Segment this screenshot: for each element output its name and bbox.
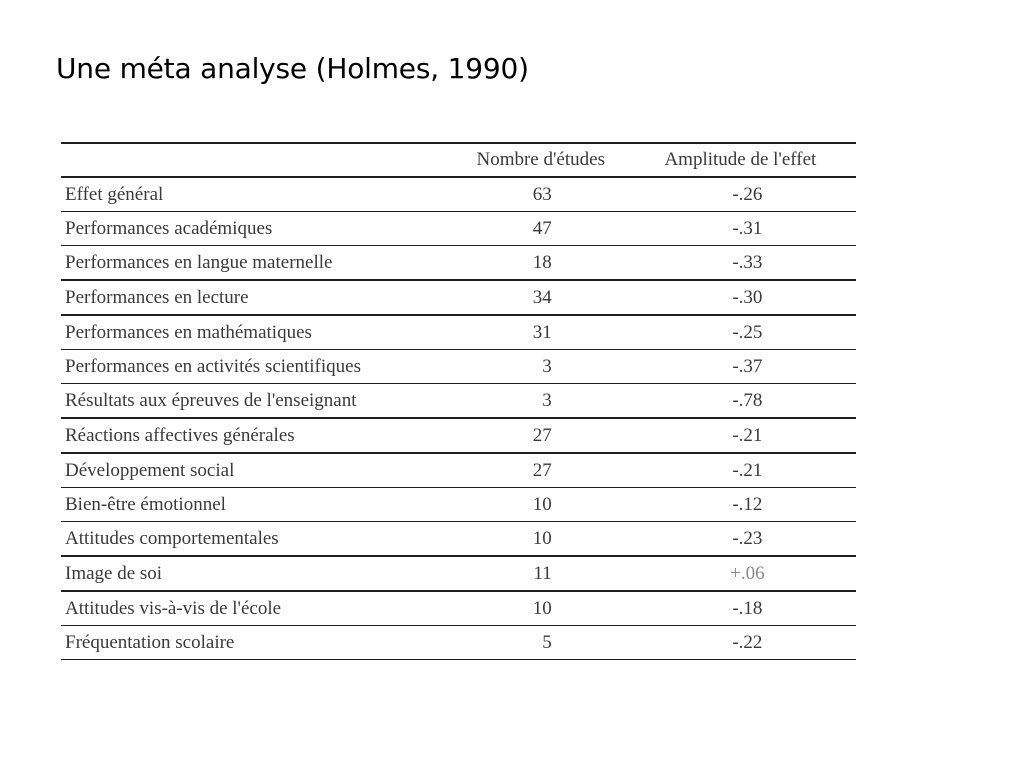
effect-size-value: -.12: [732, 494, 763, 515]
row-effect-size: [625, 280, 856, 315]
study-count-value: 63: [532, 184, 552, 205]
row-study-count: [451, 315, 625, 350]
table-row: [61, 418, 856, 453]
study-count-value: 10: [532, 598, 552, 619]
row-label: Performances en langue maternelle: [61, 246, 451, 281]
row-label: Attitudes comportementales: [61, 522, 451, 557]
row-label: Développement social: [61, 453, 451, 488]
effect-size-value: -.22: [732, 632, 763, 653]
row-study-count: [451, 556, 625, 591]
row-effect-size: [625, 453, 856, 488]
study-count-value: 27: [532, 425, 552, 446]
row-label: Réactions affectives générales: [61, 418, 451, 453]
row-effect-size: [625, 522, 856, 557]
row-effect-size: [625, 591, 856, 626]
table-row: [61, 350, 856, 384]
row-study-count: [451, 488, 625, 522]
row-label: Performances académiques: [61, 212, 451, 246]
effect-size-value: -.26: [732, 184, 763, 205]
row-effect-size: [625, 212, 856, 246]
study-count-value: 31: [532, 322, 552, 343]
header-category: [61, 143, 451, 177]
study-count-value: 3: [542, 390, 552, 411]
row-label: Effet général: [61, 177, 451, 212]
row-study-count: [451, 177, 625, 212]
slide-title: Une méta analyse (Holmes, 1990): [56, 52, 529, 85]
row-study-count: [451, 522, 625, 557]
row-study-count: [451, 418, 625, 453]
meta-analysis-table-container: [61, 142, 856, 660]
study-count-value: 11: [533, 563, 552, 584]
effect-size-value: -.30: [732, 287, 763, 308]
table-row: [61, 453, 856, 488]
study-count-value: 18: [532, 252, 552, 273]
row-study-count: [451, 591, 625, 626]
effect-size-value: -.21: [732, 460, 763, 481]
row-study-count: [451, 280, 625, 315]
effect-size-value: -.31: [732, 218, 763, 239]
row-effect-size: [625, 315, 856, 350]
study-count-value: 34: [532, 287, 552, 308]
row-effect-size: [625, 384, 856, 419]
row-label: Bien-être émotionnel: [61, 488, 451, 522]
row-study-count: [451, 246, 625, 281]
effect-size-value: -.18: [732, 598, 763, 619]
effect-size-value: -.33: [732, 252, 763, 273]
table-row: [61, 315, 856, 350]
row-label: Performances en mathématiques: [61, 315, 451, 350]
table-row: [61, 556, 856, 591]
table-row: [61, 384, 856, 419]
header-number-of-studies: Nombre d'études: [451, 143, 625, 177]
row-label: Résultats aux épreuves de l'enseignant: [61, 384, 451, 419]
row-label: Performances en activités scientifiques: [61, 350, 451, 384]
meta-analysis-table: [61, 142, 856, 660]
row-study-count: [451, 350, 625, 384]
table-body: [61, 177, 856, 660]
row-label: Image de soi: [61, 556, 451, 591]
table-row: [61, 177, 856, 212]
effect-size-value: -.23: [732, 528, 763, 549]
row-study-count: [451, 453, 625, 488]
study-count-value: 3: [542, 356, 552, 377]
effect-size-value: +.06: [730, 563, 765, 584]
study-count-value: 47: [532, 218, 552, 239]
study-count-value: 10: [532, 494, 552, 515]
study-count-value: 10: [532, 528, 552, 549]
row-label: Attitudes vis-à-vis de l'école: [61, 591, 451, 626]
effect-size-value: -.78: [732, 390, 763, 411]
header-effect-size: Amplitude de l'effet: [625, 143, 856, 177]
effect-size-value: -.21: [732, 425, 763, 446]
row-effect-size: [625, 350, 856, 384]
row-effect-size: [625, 488, 856, 522]
row-study-count: [451, 626, 625, 660]
table-row: [61, 212, 856, 246]
row-effect-size: [625, 246, 856, 281]
row-effect-size: [625, 626, 856, 660]
row-study-count: [451, 212, 625, 246]
table-row: [61, 522, 856, 557]
row-label: Performances en lecture: [61, 280, 451, 315]
study-count-value: 27: [532, 460, 552, 481]
study-count-value: 5: [542, 632, 552, 653]
table-row: [61, 591, 856, 626]
table-row: [61, 626, 856, 660]
effect-size-value: -.25: [732, 322, 763, 343]
row-effect-size: [625, 177, 856, 212]
row-label: Fréquentation scolaire: [61, 626, 451, 660]
effect-size-value: -.37: [732, 356, 763, 377]
table-row: [61, 280, 856, 315]
table-row: [61, 246, 856, 281]
row-effect-size: [625, 418, 856, 453]
row-study-count: [451, 384, 625, 419]
row-effect-size: [625, 556, 856, 591]
table-header-row: [61, 143, 856, 177]
table-row: [61, 488, 856, 522]
